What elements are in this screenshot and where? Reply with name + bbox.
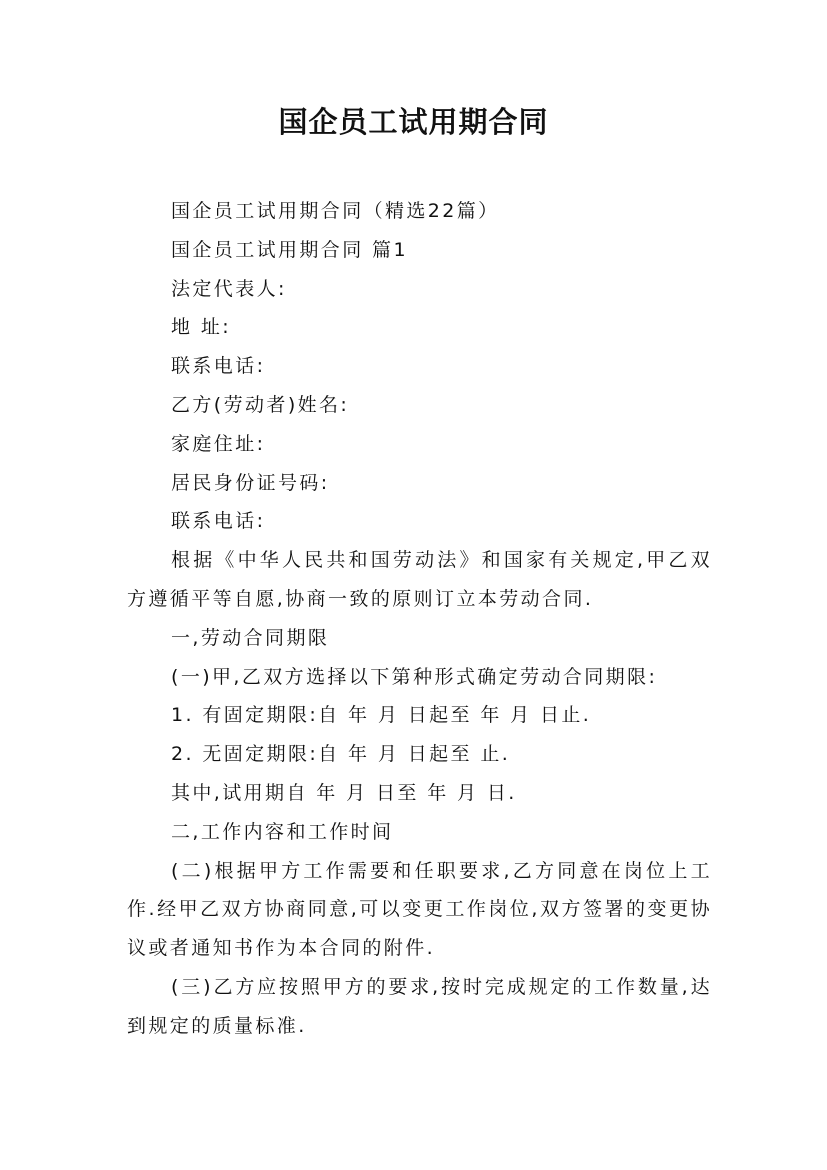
paragraph-section-one: 一,劳动合同期限: [171, 626, 330, 649]
paragraph-home-address: 家庭住址:: [171, 432, 266, 455]
paragraph-section-heading: 国企员工试用期合同 篇1: [171, 238, 408, 261]
paragraph-fixed-term: 1. 有固定期限:自 年 月 日起至 年 月 日止.: [171, 704, 592, 727]
paragraph-legal-basis: 根据《中华人民共和国劳动法》和国家有关规定,甲乙双方遵循平等自愿,协商一致的原则订立本劳动合同.: [127, 549, 712, 610]
paragraph-job-assignment: (二)根据甲方工作需要和任职要求,乙方同意在岗位上工作.经甲乙双方协商同意,可以变更工作岗位,双方签署的变更协议或者通知书作为本合同的附件.: [127, 859, 712, 960]
document-title: 国企员工试用期合同: [278, 105, 549, 139]
paragraph-section-two: 二,工作内容和工作时间: [171, 820, 394, 843]
paragraph-phone: 联系电话:: [171, 355, 266, 378]
paragraph-probation-period: 其中,试用期自 年 月 日至 年 月 日.: [171, 781, 517, 804]
paragraph-open-term: 2. 无固定期限:自 年 月 日起至 止.: [171, 743, 511, 766]
paragraph-term-choice: (一)甲,乙双方选择以下第种形式确定劳动合同期限:: [171, 665, 658, 688]
paragraph-work-standards: (三)乙方应按照甲方的要求,按时完成规定的工作数量,达到规定的质量标准.: [127, 975, 712, 1037]
paragraph-id-number: 居民身份证号码:: [171, 471, 330, 494]
paragraph-party-b-name: 乙方(劳动者)姓名:: [171, 393, 350, 416]
document-body: [127, 192, 712, 1046]
paragraph-address: 地 址:: [171, 316, 232, 339]
paragraph-collection-title: 国企员工试用期合同（精选22篇）: [171, 200, 500, 222]
paragraph-phone-b: 联系电话:: [171, 510, 266, 533]
paragraph-legal-representative: 法定代表人:: [171, 277, 287, 300]
